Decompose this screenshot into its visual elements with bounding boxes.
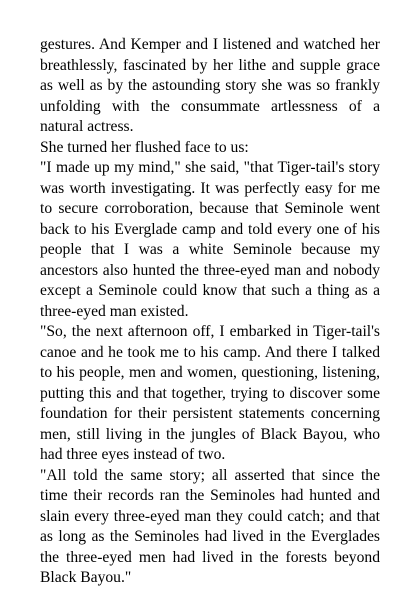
paragraph-4: "So, the next afternoon off, I embarked in Tiger-tail's canoe and he took me to his camp. And there I talked to his people, men and women, questioning, listening, putting this and that together, trying to discover some foundation for their persistent statements concerning men, still living in the jungles of Black Bayou, who had three eyes instead of two.: [40, 323, 380, 463]
paragraph-3: "I made up my mind," she said, "that Tiger-tail's story was worth investigating. It was perfectly easy for me to secure corroboration, because that Seminole went back to his Everglade camp and told every one of his people that I was a white Seminole because my ancestors also hunted the three-eyed man and nobody except a Seminole could know that such a thing as a three-eyed man existed.: [40, 159, 380, 320]
paragraph-1: gestures. And Kemper and I listened and watched her breathlessly, fascinated by her lithe and supple grace as well as by the astounding story she was so frankly unfolding with the consummate artlessness of a natural actress.: [40, 36, 380, 135]
paragraph-5: "All told the same story; all asserted that since the time their records ran the Seminoles had hunted and slain every three-eyed man they could catch; and that as long as the Seminoles had lived in the Everglades the three-eyed men had lived in the forests beyond Black Bayou.": [40, 466, 380, 586]
paragraph-2: She turned her flushed face to us:: [40, 138, 249, 156]
page-text: [40, 35, 380, 589]
